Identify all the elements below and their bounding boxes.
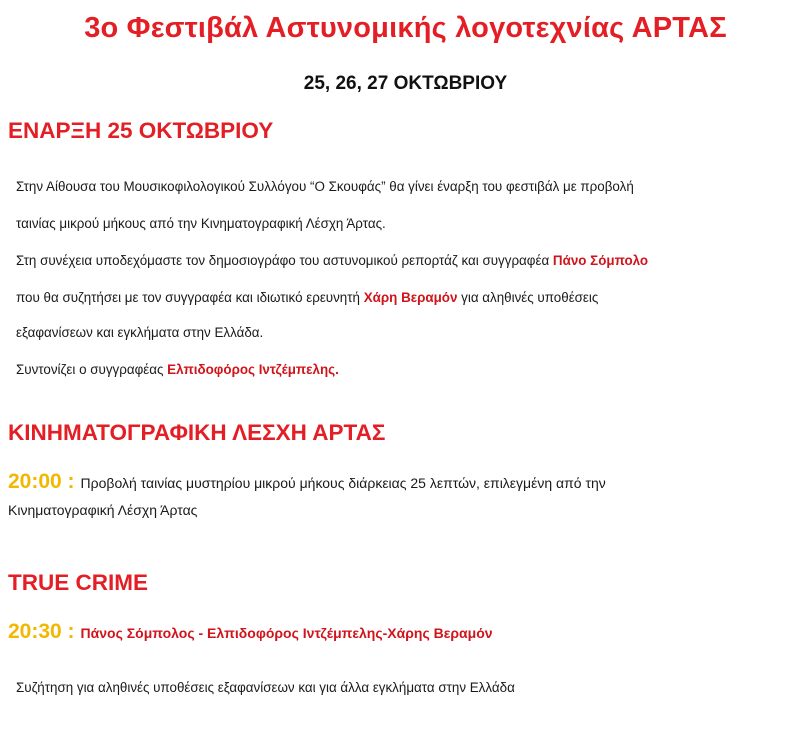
highlight-name-sompolos: Πάνο Σόμπολο (552, 253, 649, 268)
film-club-heading: ΚΙΝΗΜΑΤΟΓΡΑΦΙΚΗ ΛΕΣΧΗ ΑΡΤΑΣ (8, 420, 386, 445)
opening-line-4-text: που θα συζητήσει με τον συγγραφέα και ιδιωτικό ερευνητή (16, 290, 364, 305)
opening-line-3 (16, 253, 648, 268)
opening-line-2: ταινίας μικρού μήκους από την Κινηματογραφική Λέσχη Άρτας. (16, 216, 386, 231)
highlight-name-veramon: Χάρη Βεραμόν (363, 290, 458, 305)
festival-dates: 25, 26, 27 ΟΚΤΩΒΡΙΟΥ (303, 73, 508, 94)
true-crime-heading: TRUE CRIME (8, 570, 148, 595)
film-screening-desc: Προβολή ταινίας μυστηρίου μικρού μήκους διάρκειας 25 λεπτών, επιλεγμένη από την (80, 475, 606, 491)
opening-line-4 (16, 290, 598, 305)
true-crime-speakers: Πάνος Σόμπολος - Ελπιδοφόρος Ιντζέμπελης-Χάρης Βεραμόν (80, 625, 493, 641)
page-title: 3ο Φεστιβάλ Αστυνομικής λογοτεχνίας ΑΡΤΑΣ (84, 12, 727, 44)
true-crime-entry (8, 620, 493, 644)
time-2030: 20:30 : (8, 620, 75, 643)
time-2000: 20:00 : (8, 470, 75, 493)
opening-line-1: Στην Αίθουσα του Μουσικοφιλολογικού Συλλόγου “Ο Σκουφάς” θα γίνει έναρξη του φεστιβάλ με προβολή (16, 179, 634, 194)
opening-line-4-after: για αληθινές υποθέσεις (457, 290, 599, 305)
true-crime-desc: Συζήτηση για αληθινές υποθέσεις εξαφανίσεων και για άλλα εγκλήματα στην Ελλάδα (16, 680, 515, 695)
opening-line-5: εξαφανίσεων και εγκλήματα στην Ελλάδα. (16, 325, 264, 340)
opening-line-3-text: Στη συνέχεια υποδεχόμαστε τον δημοσιογράφο του αστυνομικού ρεπορτάζ και συγγραφέα (16, 253, 553, 268)
opening-line-6-text: Συντονίζει ο συγγραφέας (16, 362, 168, 377)
opening-line-6 (16, 362, 339, 377)
highlight-name-intzempelis: Ελπιδοφόρος Ιντζέμπελης. (167, 362, 339, 377)
opening-heading: ΕΝΑΡΞΗ 25 ΟΚΤΩΒΡΙΟΥ (8, 118, 274, 143)
film-screening-entry (8, 470, 606, 494)
film-screening-desc-2: Κινηματογραφική Λέσχη Άρτας (8, 502, 198, 518)
